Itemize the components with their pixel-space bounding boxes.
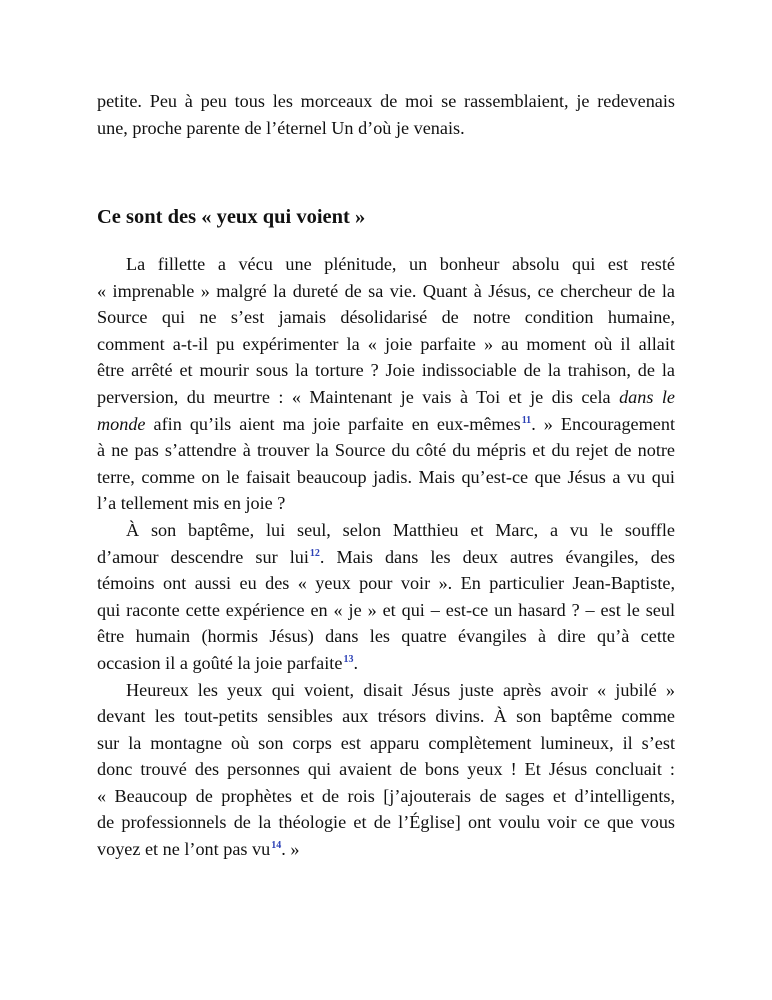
text-segment: perversion, du meurtre : « Maintenant je vais à Toi et je dis cela (97, 386, 620, 407)
text-segment: . » (281, 839, 300, 860)
text-line: qui raconte cette expérience en « je » et qui – est-ce un hasard ? – est le seul (97, 599, 675, 620)
text-line: de professionnels de la théologie et de l’Église] ont voulu voir ce que vous (97, 812, 675, 833)
text-line: sur la montagne où son corps est apparu complètement lumineux, il s’est (97, 732, 675, 753)
text-segment: voyez et ne l’ont pas vu (97, 839, 271, 860)
text-line (97, 650, 675, 677)
footnote-reference-13[interactable]: 13 (343, 653, 354, 665)
text-line (97, 836, 675, 863)
text-line: l’a tellement mis en joie ? (97, 493, 286, 514)
text-line: être arrêté et mourir sous la torture ? Joie indissociable de la trahison, de la (97, 360, 675, 381)
text-line: « imprenable » malgré la dureté de sa vie. Quant à Jésus, ce chercheur de la (97, 280, 675, 301)
text-line: « Beaucoup de prophètes et de rois [j’ajouterais de sages et d’intelligents, (97, 785, 675, 806)
text-line: La fillette a vécu une plénitude, un bonheur absolu qui est resté (126, 254, 675, 274)
text-segment: d’amour descendre sur lui (97, 546, 309, 567)
text-line: comment a-t-il pu expérimenter la « joie parfaite » au moment où il allait (97, 333, 675, 354)
section-body (97, 251, 675, 863)
footnote-reference-12[interactable]: 12 (309, 547, 320, 559)
italic-text: dans le (619, 386, 675, 407)
text-line: témoins ont aussi eu des « yeux pour voir ». En particulier Jean-Baptiste, (97, 573, 675, 594)
paragraph-2 (97, 517, 675, 677)
text-line: à ne pas s’attendre à trouver la Source du côté du mépris et du rejet de notre (97, 440, 675, 461)
text-segment: . » Encouragement (531, 413, 675, 434)
text-line: Source qui ne s’est jamais désolidarisé de notre condition humaine, (97, 307, 675, 328)
text-line (97, 384, 675, 411)
text-line: terre, comme on le faisait beaucoup jadis. Mais qu’est-ce que Jésus a vu qui (97, 466, 675, 487)
text-line (97, 411, 675, 438)
paragraph-1 (97, 251, 675, 517)
text-line: une, proche parente de l’éternel Un d’où je venais. (97, 117, 465, 138)
intro-paragraph (97, 88, 675, 141)
text-segment: . Mais dans les deux autres évangiles, des (319, 546, 676, 567)
text-line: donc trouvé des personnes qui avaient de bons yeux ! Et Jésus concluait : (97, 759, 675, 780)
text-segment: occasion il a goûté la joie parfaite (97, 652, 343, 673)
text-segment: afin qu’ils aient ma joie parfaite en eux-mêmes (145, 413, 521, 434)
footnote-reference-14[interactable]: 14 (271, 840, 282, 852)
text-line: devant les tout-petits sensibles aux trésors divins. À son baptême comme (97, 706, 675, 727)
text-line (97, 544, 675, 571)
text-line: Heureux les yeux qui voient, disait Jésus juste après avoir « jubilé » (126, 679, 675, 700)
text-line: être humain (hormis Jésus) dans les quatre évangiles à dire qu’à cette (97, 626, 675, 647)
italic-text: monde (97, 413, 146, 434)
text-segment: . (353, 652, 358, 673)
text-line: À son baptême, lui seul, selon Matthieu et Marc, a vu le souffle (126, 519, 675, 540)
section-heading: Ce sont des « yeux qui voient » (97, 206, 366, 228)
paragraph-3 (97, 677, 675, 863)
footnote-reference-11[interactable]: 11 (521, 414, 532, 426)
text-line: petite. Peu à peu tous les morceaux de moi se rassemblaient, je redevenais (97, 91, 675, 111)
